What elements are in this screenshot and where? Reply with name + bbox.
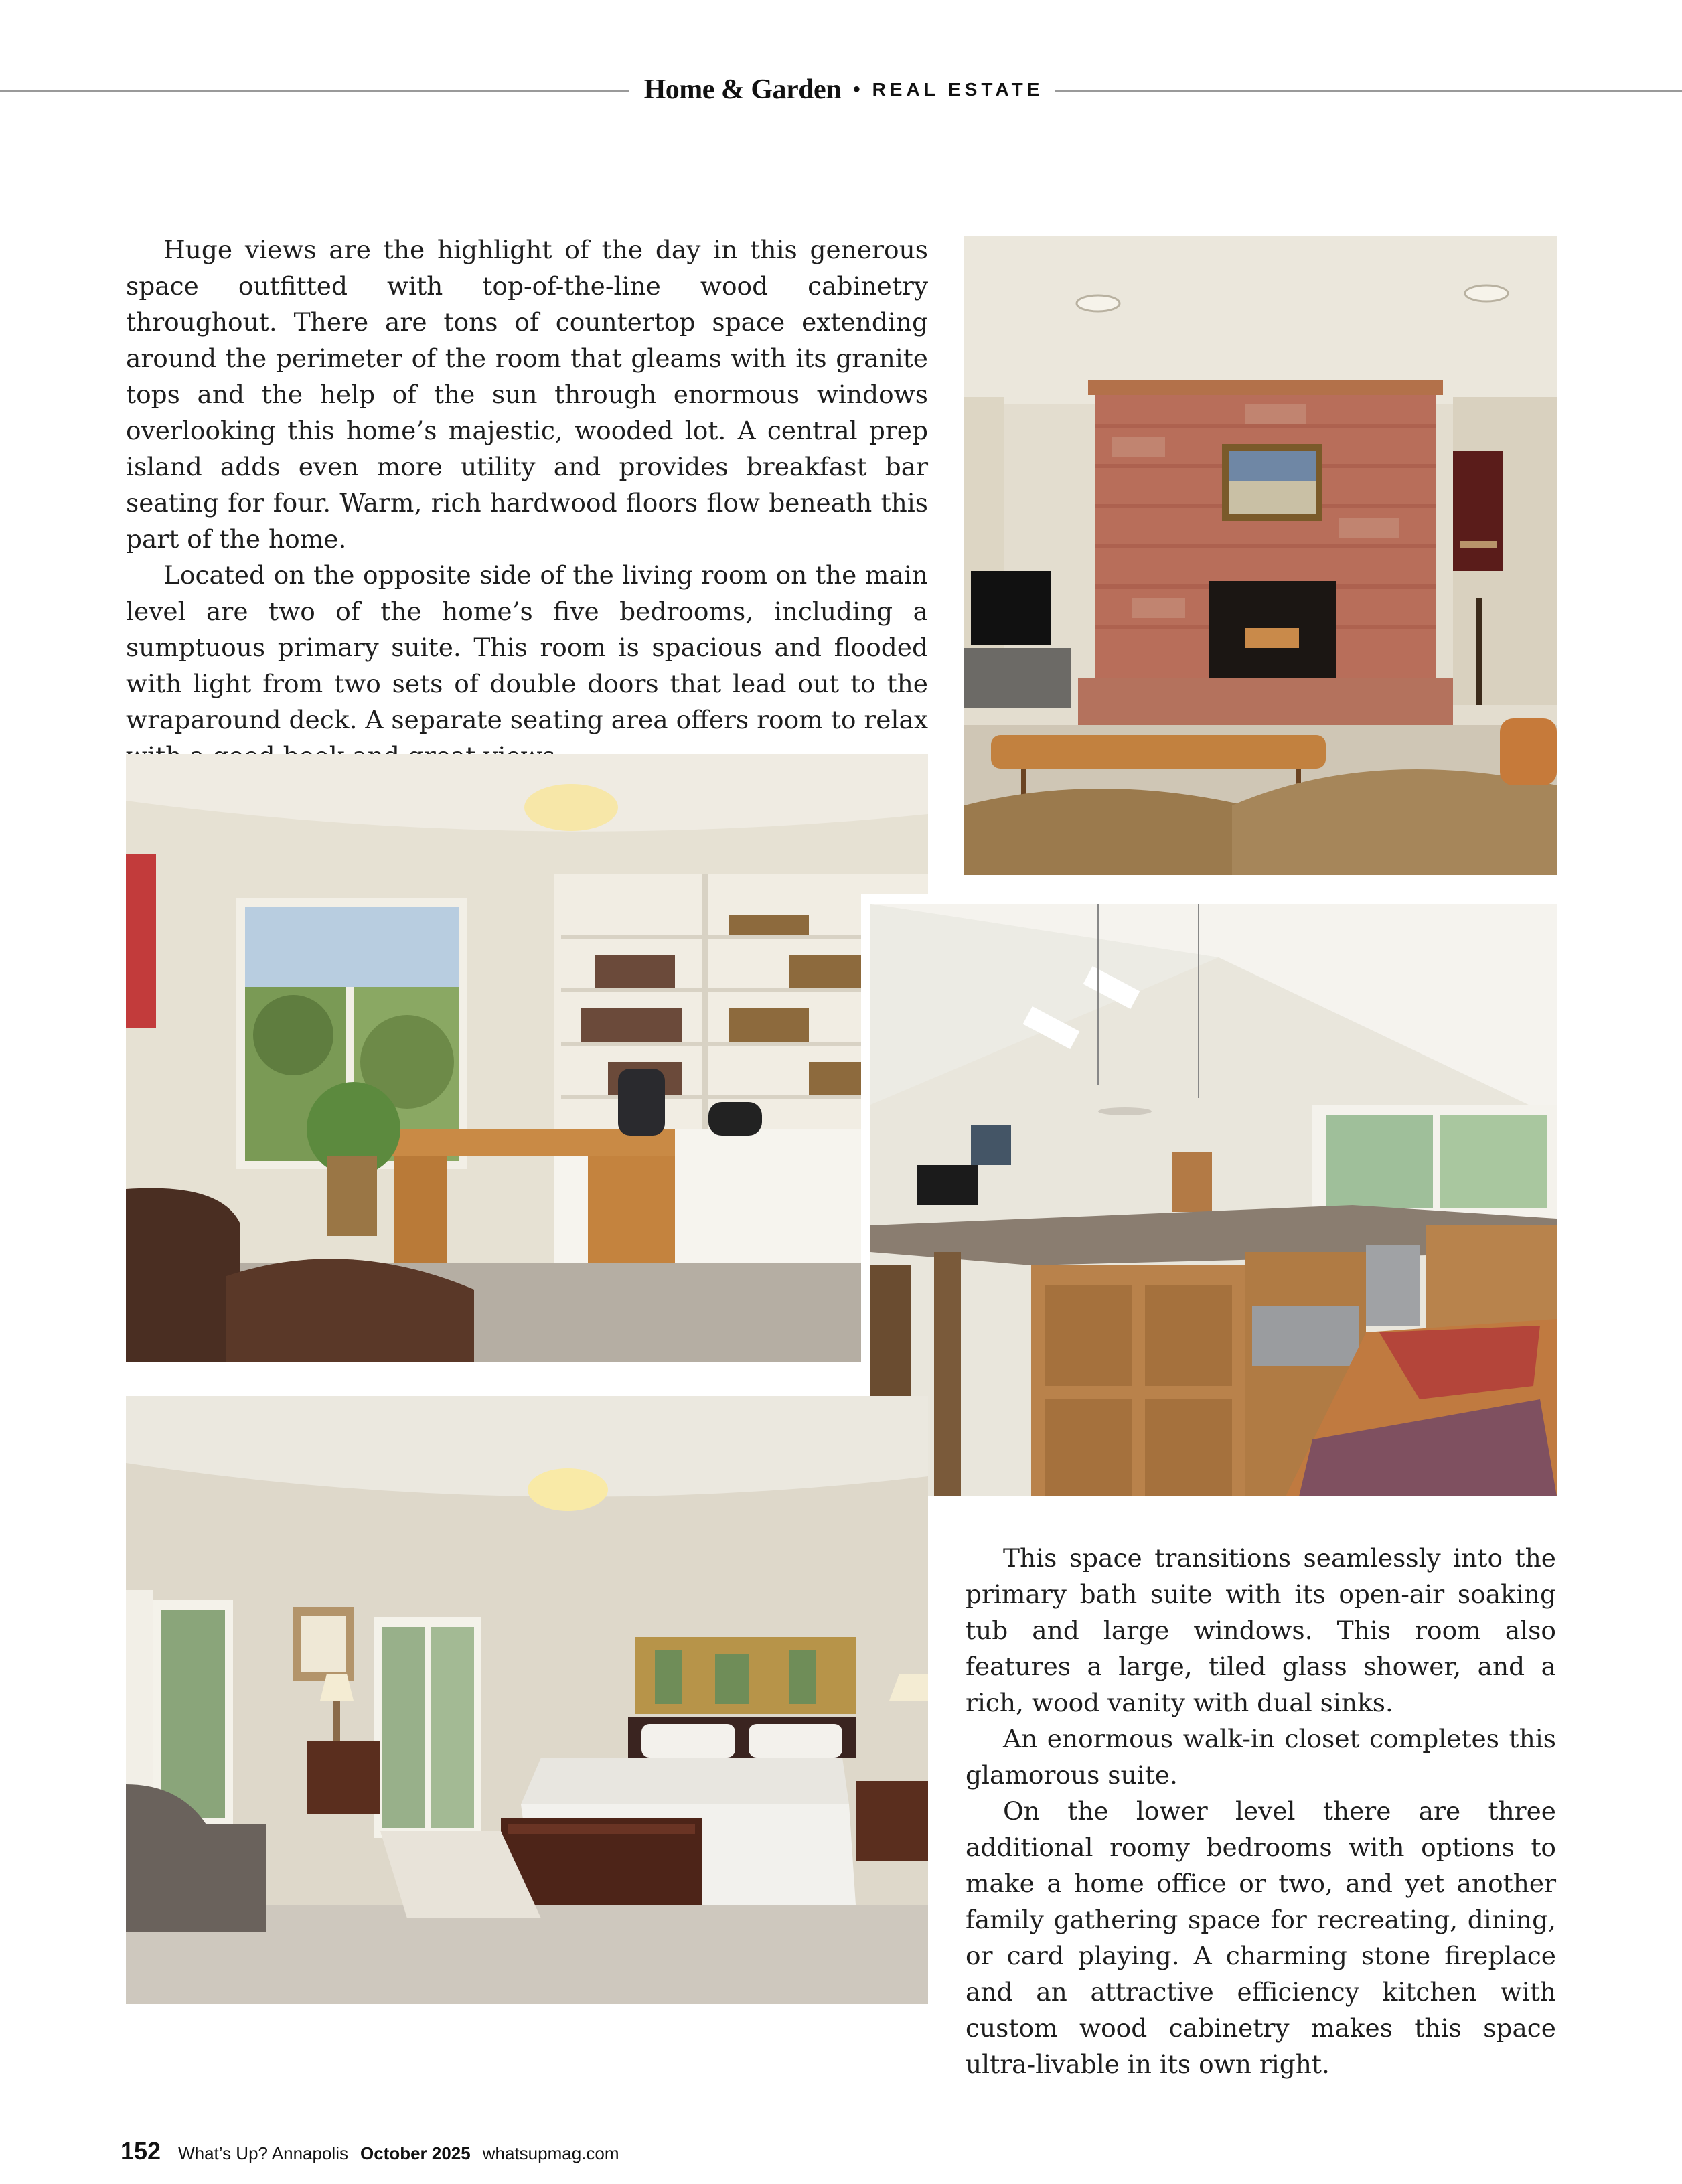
photo-primary-bedroom [126,1396,928,2004]
running-header [643,70,1045,110]
article-text-bottom [966,1540,1556,2082]
photo-living-room-fireplace [964,236,1557,875]
page-number: 152 [121,2137,161,2165]
section-label: REAL ESTATE [872,79,1044,100]
photo-kitchen-island [870,904,1557,1496]
header-rule-left [0,90,629,92]
paragraph-lower-level: On the lower level there are three additional roomy bedrooms with options to make a home office or two, and yet another family gathering space for recreating, dining, or card playing. A charming stone fireplace and an attractive efficiency kitchen with custom wood cabinetry makes this space ultra-livable in its own right. [966,1796,1556,2079]
publication-name: What’s Up? Annapolis [178,2143,348,2163]
header-separator: • [853,78,860,100]
paragraph-primary-suite: Located on the opposite side of the living room on the main level are two of the home’s five bedrooms, including a sumptuous primary suite. This room is spacious and flooded with light from two sets of double doors that lead out to the wraparound deck. A separate seating area offers room to relax [126,560,928,734]
paragraph-kitchen: Huge views are the highlight of the day in this generous space outfitted with top-of-the-line wood cabinetry throughout. There are tons of countertop space extending around the perimeter of the room that gleams with its granite tops and the help of the sun through enormous windows overlooking this home’s majestic, wooded lot. A central prep island adds even more utility and provides breakfast bar seating for four. Warm, rich hardwood floors flow beneath this part of the home. [126,235,928,554]
paragraph-walk-in-closet: An enormous walk-in closet completes this glamorous suite. [966,1724,1556,1790]
magazine-section-name: Home & Garden [643,74,842,105]
website-link[interactable]: whatsupmag.com [482,2143,619,2163]
page-footer [121,2137,619,2165]
photo-home-office [126,754,928,1362]
issue-date: October 2025 [360,2143,471,2163]
paragraph-primary-bath: This space transitions seamlessly into the primary bath suite with its open-air soaking tub and large windows. This room also features a large, tiled glass shower, and a rich, wood vanity with dual sinks. [966,1543,1556,1717]
header-rule-right [1055,90,1682,92]
article-text-top [126,232,928,774]
